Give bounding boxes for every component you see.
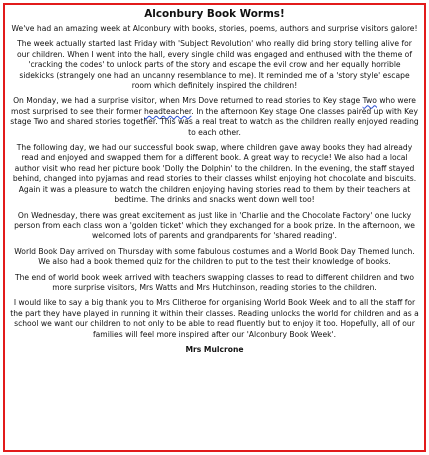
subject-revolution-paragraph: The week actually started last Friday with 'Subject Revolution' who really did bring story telling alive for our children. When I went into the hall, every single child was engaged and enthused with the theme of 'cracking the codes' to unlock parts of the story and escape the evil crow and her equally horrible sidekicks (strangely one had an uncanny resemblance to me). It reminded me of a 'story style' escape room which definitely inspired the children! xyxy=(16,39,413,91)
monday-text-part-1: On Monday, we had a surprise visitor, when Mrs Dove returned to read stories to Key stage xyxy=(13,96,363,106)
newsletter-title: Alconbury Book Worms! xyxy=(144,8,285,20)
monday-text-part-2: who were most surprised to see their former xyxy=(11,96,416,116)
spellcheck-flag-headteacher: headteacher xyxy=(144,106,192,116)
monday-paragraph xyxy=(10,96,419,138)
signature: Mrs Mulcrone xyxy=(185,344,244,354)
newsletter-frame xyxy=(3,3,426,452)
end-of-week-paragraph: The end of world book week arrived with teachers swapping classes to read to different children and two more surprise visitors, Mrs Watts and Mrs Hutchinson, reading stories to the children. xyxy=(14,272,415,292)
intro-paragraph: We've had an amazing week at Alconbury with books, stories, poems, authors and surprise visitors galore! xyxy=(11,24,418,33)
thank-you-paragraph: I would like to say a big thank you to Mrs Clitheroe for organising World Book Week and to all the staff for the part they have played in running it within their classes. Reading unlocks the world for children and as a school we want our children to not only to be able to read fluently but to enjoy it too. Hopefully, all of our families will feel more inspired after our 'Alconbury Book Week'. xyxy=(10,298,419,339)
monday-text-part-3: . In the afternoon Key stage One classes paired up with Key stage Two and shared stories together. This was a real treat to watch as the children really enjoyed reading to each other. xyxy=(10,106,419,137)
world-book-day-paragraph: World Book Day arrived on Thursday with some fabulous costumes and a World Book Day Themed lunch. We also had a book themed quiz for the children to put to the test their knowledge of books. xyxy=(14,246,415,267)
wednesday-paragraph: On Wednesday, there was great excitement as just like in 'Charlie and the Chocolate Factory' one lucky person from each class won a 'golden ticket' which they exchanged for a book prize. In the afternoon, we welcomed lots of parents and grandparents for 'shared reading'. xyxy=(14,210,415,241)
book-swap-paragraph: The following day, we had our successful book swap, where children gave away books they had already read and enjoyed and swapped them for a different book. A great way to recycle! We also had a local author visit who read her picture book 'Dolly the Dolphin' to the children. In the evening, the staff stayed behind, changed into pyjamas and read stories to their classes whilst enjoying hot chocolate and biscuits. Again it was a pleasure to watch the children enjoying having stories read to them by their teachers at bedtime. The drinks and snacks went down well too! xyxy=(12,143,417,205)
spellcheck-flag-two: Two xyxy=(362,96,377,106)
